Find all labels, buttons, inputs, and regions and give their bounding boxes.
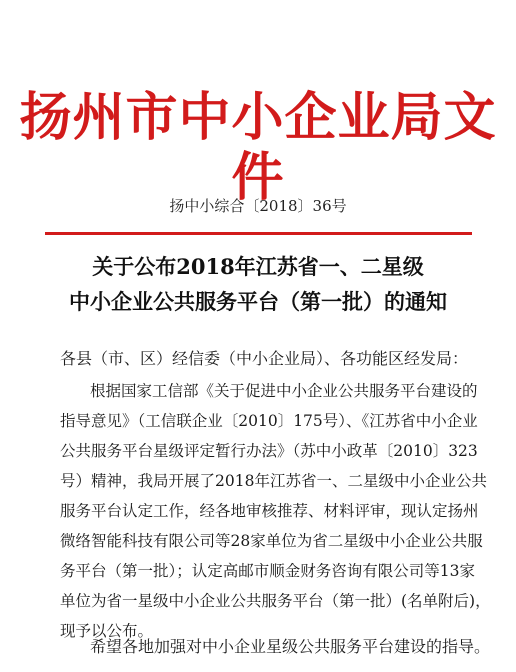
closing-paragraph: 希望各地加强对中小企业星级公共服务平台建设的指导。 <box>90 637 491 656</box>
body-line: 根据国家工信部《关于促进中小企业公共服务平台建设的 <box>90 382 478 400</box>
body-line: 微络智能科技有限公司等28家单位为省二星级中小企业公共服 <box>60 532 483 550</box>
notice-title-line-1: 关于公布2018年江苏省一、二星级 <box>92 254 424 279</box>
body-line: 务平台（第一批）；认定高邮市顺金财务咨询有限公司等13家 <box>60 562 475 580</box>
body-line: 服务平台认定工作，经各地审核推荐、材料评审，现认定扬州 <box>60 502 479 520</box>
body-line: 指导意见》（工信联企业〔2010〕175号）、《江苏省中小企业 <box>60 412 478 430</box>
notice-title-line-2: 中小企业公共服务平台（第一批）的通知 <box>69 289 447 314</box>
body-line: 号）精神，我局开展了2018年江苏省一、二星级中小企业公共 <box>60 472 487 490</box>
red-divider-line <box>45 232 472 235</box>
body-line: 公共服务平台星级评定暂行办法》（苏中小政革〔2010〕323 <box>60 442 478 460</box>
document-number: 扬中小综合〔2018〕36号 <box>169 197 347 215</box>
body-line: 现予以公布。 <box>60 622 154 640</box>
notice-body <box>60 376 491 646</box>
salutation: 各县（市、区）经信委（中小企业局）、各功能区经发局： <box>60 349 469 368</box>
masthead-title: 扬州市中小企业局文件 <box>19 87 497 208</box>
body-line: 单位为省一星级中小企业公共服务平台（第一批）(名单附后)， <box>60 592 491 610</box>
